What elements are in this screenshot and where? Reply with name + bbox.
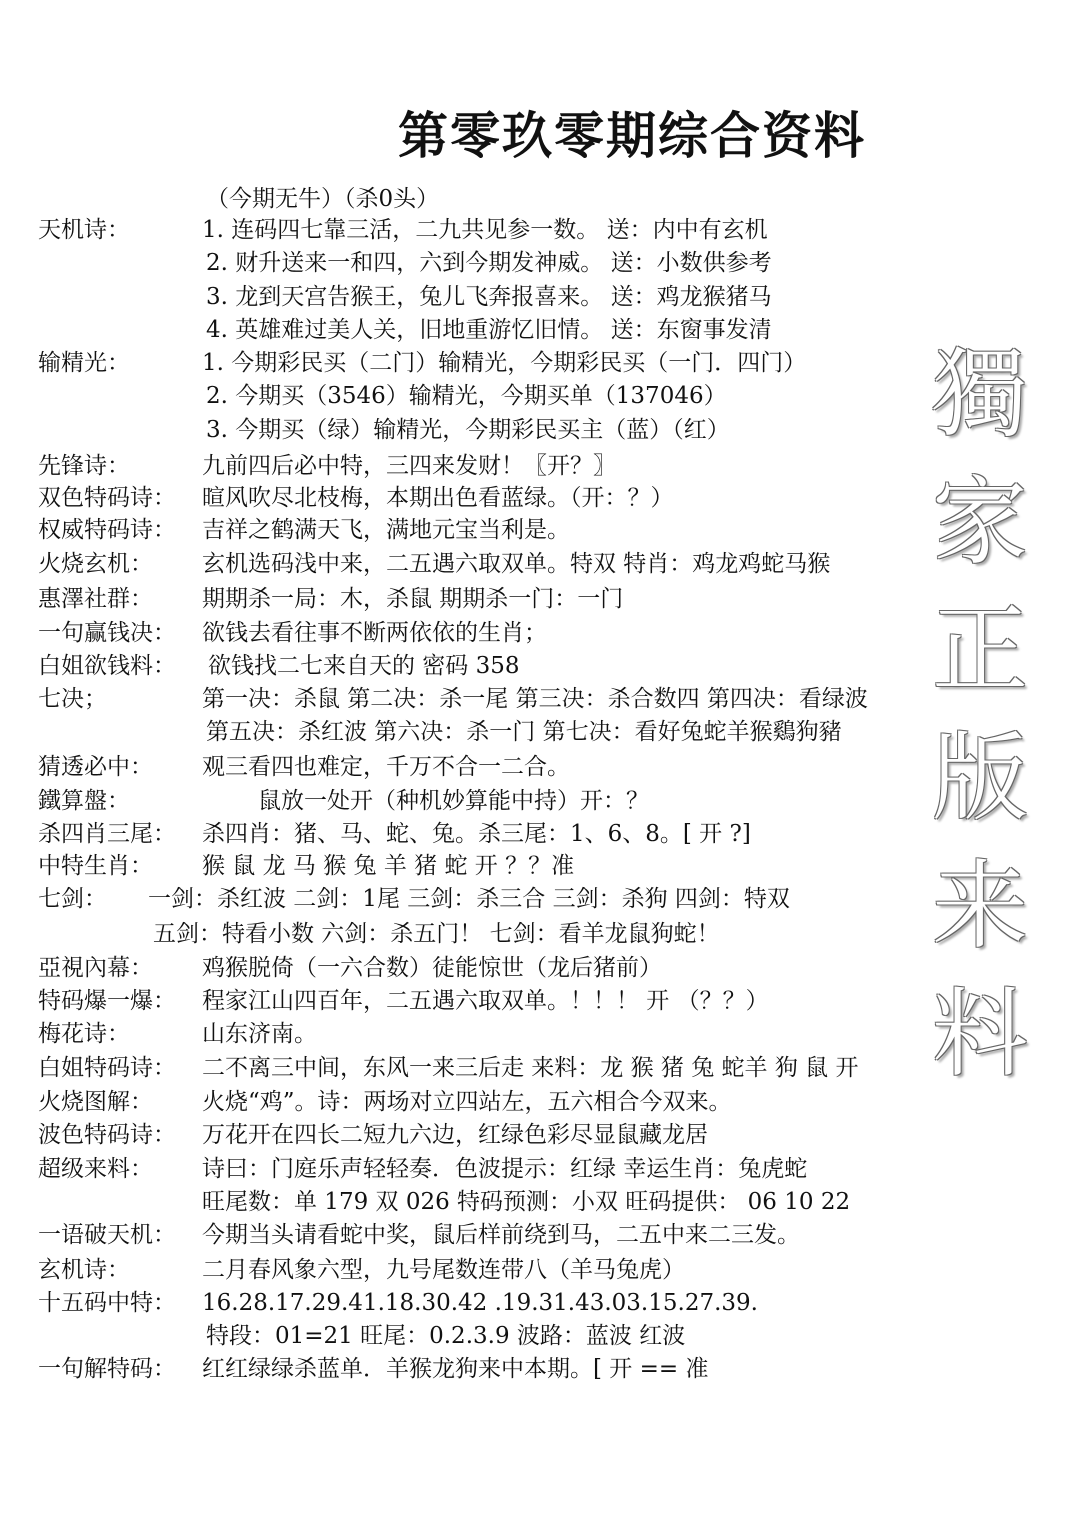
content-line: 程家江山四百年，二五遇六取双单。！！！ 开 （？？） [202,988,769,1014]
label-xuanji: 玄机诗： [38,1257,130,1283]
label-shujingguang: 输精光： [38,350,130,376]
label-qijian: 七剑： [38,886,107,912]
label-qijue: 七决； [38,686,107,712]
content-line: 欲钱去看往事不断两依依的生肖； [202,620,547,646]
label-yijujie: 一句解特码： [38,1356,176,1382]
label-tiesuanpan: 鐵算盤： [38,788,130,814]
content-line: 3. 龙到天宫告猴王，兔儿飞奔报喜来。 送：鸡龙猴猪马 [206,284,772,310]
label-temabao: 特码爆一爆： [38,988,176,1014]
watermark-char: 料 [932,978,1028,1090]
label-meihua: 梅花诗： [38,1021,130,1047]
label-huoshao: 火烧玄机： [38,551,153,577]
content-line: 2. 今期买（3546）输精光，今期买单（137046） [206,383,727,409]
label-shasixiao: 杀四肖三尾： [38,821,176,847]
content-line: 2. 财升送来一和四，六到今期发神威。 送：小数供参考 [206,250,772,276]
content-line: 旺尾数：单 179 双 026 特码预测：小双 旺码提供： 06 10 22 [202,1189,851,1215]
content-line: 山东济南。 [202,1021,317,1047]
content-line: 玄机选码浅中来，二五遇六取双单。特双 特肖：鸡龙鸡蛇马猴 [202,551,831,577]
content-line: 1. 今期彩民买（二门）输精光，今期彩民买（一门．四门） [202,350,807,376]
label-chaoji: 超级来料： [38,1156,153,1182]
label-xianfeng: 先锋诗： [38,453,130,479]
label-zhongte: 中特生肖： [38,853,153,879]
label-huize: 惠澤社群： [38,586,153,612]
label-yijuyingqian: 一句赢钱决： [38,620,176,646]
content-line: 万花开在四长二短九六边，红绿色彩尽显鼠藏龙居 [202,1122,708,1148]
content-line: 今期当头请看蛇中奖，鼠后样前绕到马，二五中来二三发。 [202,1222,800,1248]
label-caitou: 猜透必中： [38,754,153,780]
label-shiwuma: 十五码中特： [38,1290,176,1316]
content-line: 红红绿绿杀蓝单．羊猴龙狗来中本期。[ 开 == 准 [202,1356,709,1382]
label-bose: 波色特码诗： [38,1122,176,1148]
label-tianji: 天机诗： [38,217,130,243]
content-line: 4. 英雄难过美人关，旧地重游忆旧情。 送：东窗事发清 [206,317,772,343]
content-line: 鼠放一处开（种机妙算能中持）开：？ [258,788,649,814]
label-shuangse: 双色特码诗： [38,485,176,511]
content-line: 诗曰：门庭乐声轻轻奏．色波提示：红绿 幸运生肖：兔虎蛇 [202,1156,808,1182]
content-line: 欲钱找二七来自天的 密码 358 [208,653,520,679]
content-line: 期期杀一局：木，杀鼠 期期杀一门：一门 [202,586,624,612]
watermark-char: 版 [932,722,1028,834]
label-baijie-yuqian: 白姐欲钱料： [38,653,176,679]
watermark-char: 来 [932,850,1028,962]
content-line: 二不离三中间，东风一来三后走 来料：龙 猴 猪 兔 蛇羊 狗 鼠 开 [202,1055,859,1081]
watermark-char: 正 [932,594,1028,706]
label-quanwei: 权威特码诗： [38,517,176,543]
content-line: 九前四后必中特，三四来发财！〖开？〗 [202,453,616,479]
subtitle: （今期无牛）（杀0头） [206,186,440,212]
content-line: 第五决：杀红波 第六决：杀一门 第七决：看好兔蛇羊猴鷄狗豬 [206,719,842,745]
content-line: 五剑：特看小数 六剑：杀五门！ 七剑：看羊龙鼠狗蛇！ [153,921,720,947]
content-line: 3. 今期买（绿）输精光，今期彩民买主（蓝）（红） [206,417,730,443]
content-line: 第一决：杀鼠 第二决：杀一尾 第三决：杀合数四 第四决：看绿波 [202,686,868,712]
content-line: 二月春风象六型，九号尾数连带八（羊马兔虎） [202,1257,685,1283]
content-line: 暄风吹尽北枝梅，本期出色看蓝绿。（开：？） [202,485,674,511]
watermark-char: 獨 [932,338,1028,450]
content-line: 1. 连码四七靠三活，二九共见参一数。 送：内中有玄机 [202,217,768,243]
label-huoshao-tujie: 火烧图解： [38,1089,153,1115]
content-line: 杀四肖：猪、马、蛇、兔。杀三尾：1、6、8。[ 开 ?] [202,821,751,847]
watermark-text [915,330,1045,1098]
content-line: 16.28.17.29.41.18.30.42 .19.31.43.03.15.27.39. [202,1290,758,1316]
content-line: 特段：01=21 旺尾：0.2.3.9 波路：蓝波 红波 [206,1323,686,1349]
label-baijie-tema: 白姐特码诗： [38,1055,176,1081]
content-line: 吉祥之鹤满天飞，满地元宝当利是。 [202,517,570,543]
label-yashi: 亞視內幕： [38,955,153,981]
label-yiyu: 一语破天机： [38,1222,176,1248]
content-line: 一剑：杀红波 二剑：1尾 三剑：杀三合 三剑：杀狗 四剑：特双 [148,886,790,912]
watermark-char: 家 [932,466,1028,578]
content-line: 火烧“鸡”。诗：两场对立四站左，五六相合今双来。 [202,1089,732,1115]
content-line: 鸡猴脱倚（一六合数）徒能惊世（龙后猪前） [202,955,662,981]
page-title: 第零玖零期综合资料 [398,107,866,165]
content-line: 猴 鼠 龙 马 猴 兔 羊 猪 蛇 开 ？？准 [202,853,575,879]
content-line: 观三看四也难定，千万不合一二合。 [202,754,570,780]
